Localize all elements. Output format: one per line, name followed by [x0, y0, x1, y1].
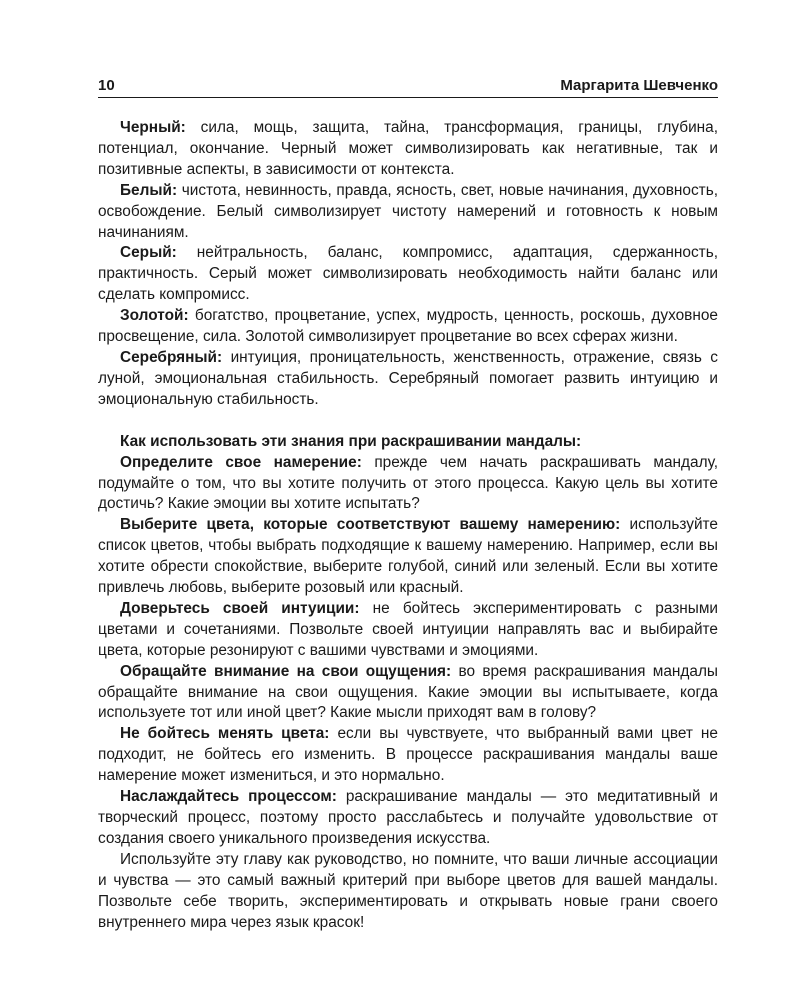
color-paragraph-grey [98, 243, 718, 306]
color-description: богатство, процветание, успех, мудрость, ценность, роскошь, духовное просвещение, сила. Золотой символизирует процветание во всех сферах жизни. [98, 307, 718, 346]
usage-description: если вы чувствуете, что выбранный вами цвет не подходит, не бойтесь его изменить. В процессе раскрашивания мандалы ваше намерение может измениться, и это нормально. [98, 725, 718, 785]
section-heading [98, 432, 718, 453]
color-description: нейтральность, баланс, компромисс, адаптация, сдержанность, практичность. Серый может символизировать необходимость найти баланс или сделать компромисс. [98, 244, 718, 304]
usage-term: Наслаждайтесь процессом: [120, 788, 337, 806]
usage-term: Обращайте внимание на свои ощущения: [120, 662, 452, 680]
usage-paragraph-change-colors [98, 724, 718, 787]
header-rule [98, 97, 718, 98]
color-description: чистота, невинность, правда, ясность, свет, новые начинания, духовность, освобождение. Белый символизирует чистоту намерений и готовность к новым начинаниям. [98, 181, 718, 241]
author-name: Маргарита Шевченко [560, 77, 718, 94]
usage-term: Не бойтесь менять цвета: [120, 725, 330, 743]
usage-term: Доверьтесь своей интуиции: [120, 599, 360, 617]
usage-term: Выберите цвета, которые соответствуют вашему намерению: [120, 516, 621, 534]
section-heading-text: Как использовать эти знания при раскрашивании мандалы: [120, 432, 582, 450]
usage-paragraph-intention [98, 453, 718, 516]
usage-paragraph-enjoy [98, 787, 718, 850]
color-paragraph-black [98, 118, 718, 181]
color-term: Серый: [120, 244, 177, 262]
usage-description: используйте список цветов, чтобы выбрать подходящие к вашему намерению. Например, если вы хотите обрести спокойствие, выберите голубой, синий или зеленый. Если вы хотите привлечь любовь, выберите розовый или красный. [98, 516, 718, 597]
color-description: интуиция, проницательность, женственность, отражение, связь с луной, эмоциональная стабильность. Серебряный помогает развить интуицию и эмоциональную стабильность. [98, 348, 719, 408]
color-description: сила, мощь, защита, тайна, трансформация, границы, глубина, потенциал, окончание. Черный может символизировать как негативные, так и позитивные аспекты, в зависимости от контекста. [98, 119, 718, 178]
usage-paragraph-choose-colors [98, 515, 718, 599]
color-paragraph-white [98, 181, 718, 244]
color-paragraph-silver [98, 348, 718, 411]
page-number: 10 [98, 77, 115, 94]
usage-description: прежде чем начать раскрашивать мандалу, подумайте о том, что вы хотите получить от этого процесса. Какую цель вы хотите достичь? Какие эмоции вы хотите испытать? [98, 453, 718, 513]
section-gap [98, 411, 718, 432]
color-term: Золотой: [120, 307, 189, 325]
closing-paragraph: Используйте эту главу как руководство, но помните, что ваши личные ассоциации и чувства — это самый важный критерий при выборе цветов для вашей мандалы. Позвольте себе творить, экспериментировать и открывать новые грани своего внутреннего мира через язык красок! [98, 850, 718, 931]
usage-paragraph-intuition [98, 599, 718, 662]
running-header [98, 72, 718, 94]
color-term: Серебряный: [120, 348, 223, 366]
usage-description: не бойтесь экспериментировать с разными цветами и сочетаниями. Позвольте своей интуиции направлять вас и выбирайте цвета, которые резонируют с вашими чувствами и эмоциями. [98, 599, 718, 659]
usage-paragraph-sensations [98, 662, 718, 725]
body-text [98, 118, 718, 933]
color-term: Белый: [120, 181, 178, 199]
color-term: Черный: [120, 119, 186, 136]
color-paragraph-gold [98, 306, 718, 348]
usage-description: во время раскрашивания мандалы обращайте внимание на свои ощущения. Какие эмоции вы испытываете, когда используете тот или иной цвет? Какие мысли приходят вам в голову? [98, 662, 718, 722]
usage-term: Определите свое намерение: [120, 453, 362, 471]
usage-description: раскрашивание мандалы — это медитативный и творческий процесс, поэтому просто расслабьтесь и получайте удовольствие от создания своего уникального произведения искусства. [98, 788, 718, 847]
